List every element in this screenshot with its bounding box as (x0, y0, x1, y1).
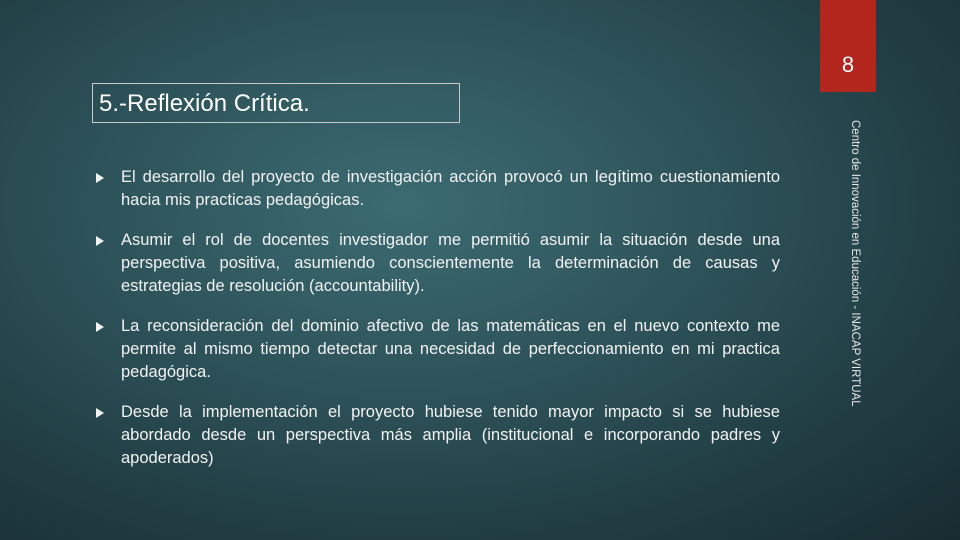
bullet-item (100, 166, 780, 212)
bullet-item (100, 229, 780, 298)
triangle-right-icon (96, 173, 104, 183)
triangle-right-icon (96, 408, 104, 418)
page-number: 8 (841, 52, 855, 77)
bullet-text: Asumir el rol de docentes investigador me permitió asumir la situación desde una perspectiva positiva, asumiendo conscientemente la determinación de causas y estrategias de resolución (accountability). (121, 231, 780, 295)
bullet-text: El desarrollo del proyecto de investigación acción provocó un legítimo cuestionamiento hacia mis practicas pedagógicas. (121, 168, 780, 209)
bullet-text: Desde la implementación el proyecto hubiese tenido mayor impacto si se hubiese abordado desde un perspectiva más amplia (institucional e incorporando padres y apoderados) (121, 403, 780, 467)
triangle-right-icon (96, 322, 104, 332)
bullet-item (100, 315, 780, 384)
bullet-item (100, 401, 780, 470)
triangle-right-icon (96, 236, 104, 246)
side-caption-text: Centro de Innovación en Educación - INACAP VIRTUAL (849, 120, 861, 407)
page-number-tab (820, 0, 876, 92)
page-title: 5.-Reflexión Crítica. (99, 90, 310, 117)
bullet-list (100, 166, 780, 487)
bullet-text: La reconsideración del dominio afectivo de las matemáticas en el nuevo contexto me permite al mismo tiempo detectar una necesidad de perfeccionamiento en mi practica pedagógica. (121, 317, 780, 381)
side-caption (845, 120, 861, 407)
title-box (92, 83, 460, 123)
